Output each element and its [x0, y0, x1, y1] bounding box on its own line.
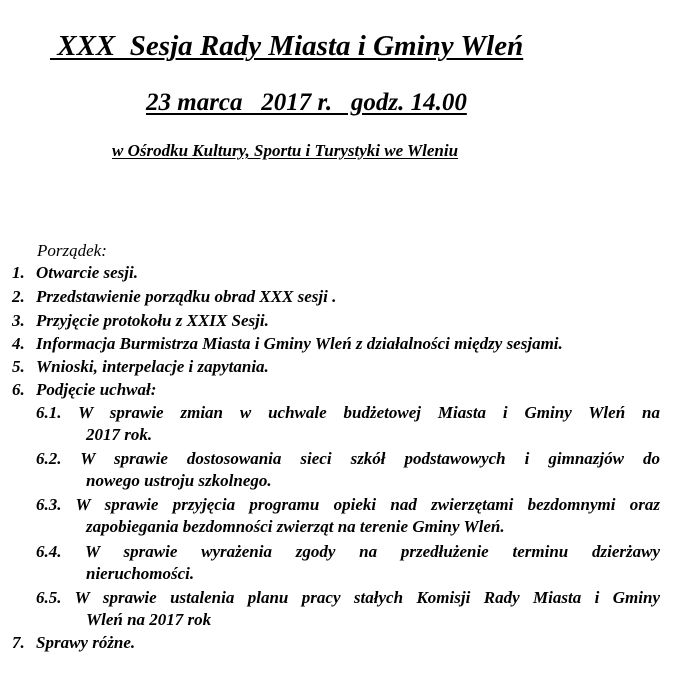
- agenda-item-number: 4.: [12, 334, 25, 353]
- agenda-subitem-line: 6.5. W sprawie ustalenia planu pracy stałych Komisji Rady Miasta i Gminy: [36, 588, 660, 607]
- agenda-item-number: 1.: [12, 263, 25, 282]
- agenda-subitem-line: 6.1. W sprawie zmian w uchwale budżetowej Miasta i Gminy Wleń na: [36, 403, 660, 422]
- agenda-subitem-6-4: [36, 541, 660, 585]
- agenda-subitem-continuation: 2017 rok.: [86, 425, 153, 444]
- agenda-subitem-6-2: [36, 448, 660, 492]
- session-date: 23 marca 2017 r. godz. 14.00: [146, 89, 467, 116]
- session-venue: w Ośrodku Kultury, Sportu i Turystyki we Wleniu: [112, 141, 459, 160]
- agenda-subitem-continuation: zapobiegania bezdomności zwierząt na terenie Gminy Wleń.: [86, 517, 505, 536]
- agenda-item-text: Sprawy różne.: [36, 633, 136, 652]
- agenda-item-text: Przyjęcie protokołu z XXIX Sesji.: [36, 311, 269, 330]
- agenda-item-text: Podjęcie uchwał:: [36, 380, 157, 399]
- agenda-heading: Porządek:: [37, 241, 107, 260]
- agenda-subitem-6-3: [36, 494, 660, 538]
- agenda-subitem-6-5: [36, 587, 660, 631]
- agenda-subitem-line: 6.2. W sprawie dostosowania sieci szkół podstawowych i gimnazjów do: [36, 449, 660, 468]
- agenda-subitem-continuation: nieruchomości.: [86, 564, 195, 583]
- agenda-item-number: 3.: [12, 311, 25, 330]
- agenda-subitem-continuation: nowego ustroju szkolnego.: [86, 471, 272, 490]
- agenda-subitem-6-1: [36, 402, 660, 446]
- agenda-item-number: 5.: [12, 357, 25, 376]
- agenda-subitem-line: 6.3. W sprawie przyjęcia programu opieki nad zwierzętami bezdomnymi oraz: [36, 495, 660, 514]
- agenda-subitem-line: 6.4. W sprawie wyrażenia zgody na przedłużenie terminu dzierżawy: [36, 542, 660, 561]
- agenda-item-text: Informacja Burmistrza Miasta i Gminy Wleń z działalności między sesjami.: [36, 334, 563, 353]
- agenda-item-number: 7.: [12, 633, 25, 652]
- session-title: XXX Sesja Rady Miasta i Gminy Wleń: [50, 30, 524, 62]
- agenda-item-text: Wnioski, interpelacje i zapytania.: [36, 357, 269, 376]
- agenda-item-number: 2.: [12, 287, 25, 306]
- agenda-subitem-continuation: Wleń na 2017 rok: [86, 610, 212, 629]
- agenda-item-text: Przedstawienie porządku obrad XXX sesji .: [36, 287, 337, 306]
- agenda-item-number: 6.: [12, 380, 25, 399]
- agenda-item-text: Otwarcie sesji.: [36, 263, 138, 282]
